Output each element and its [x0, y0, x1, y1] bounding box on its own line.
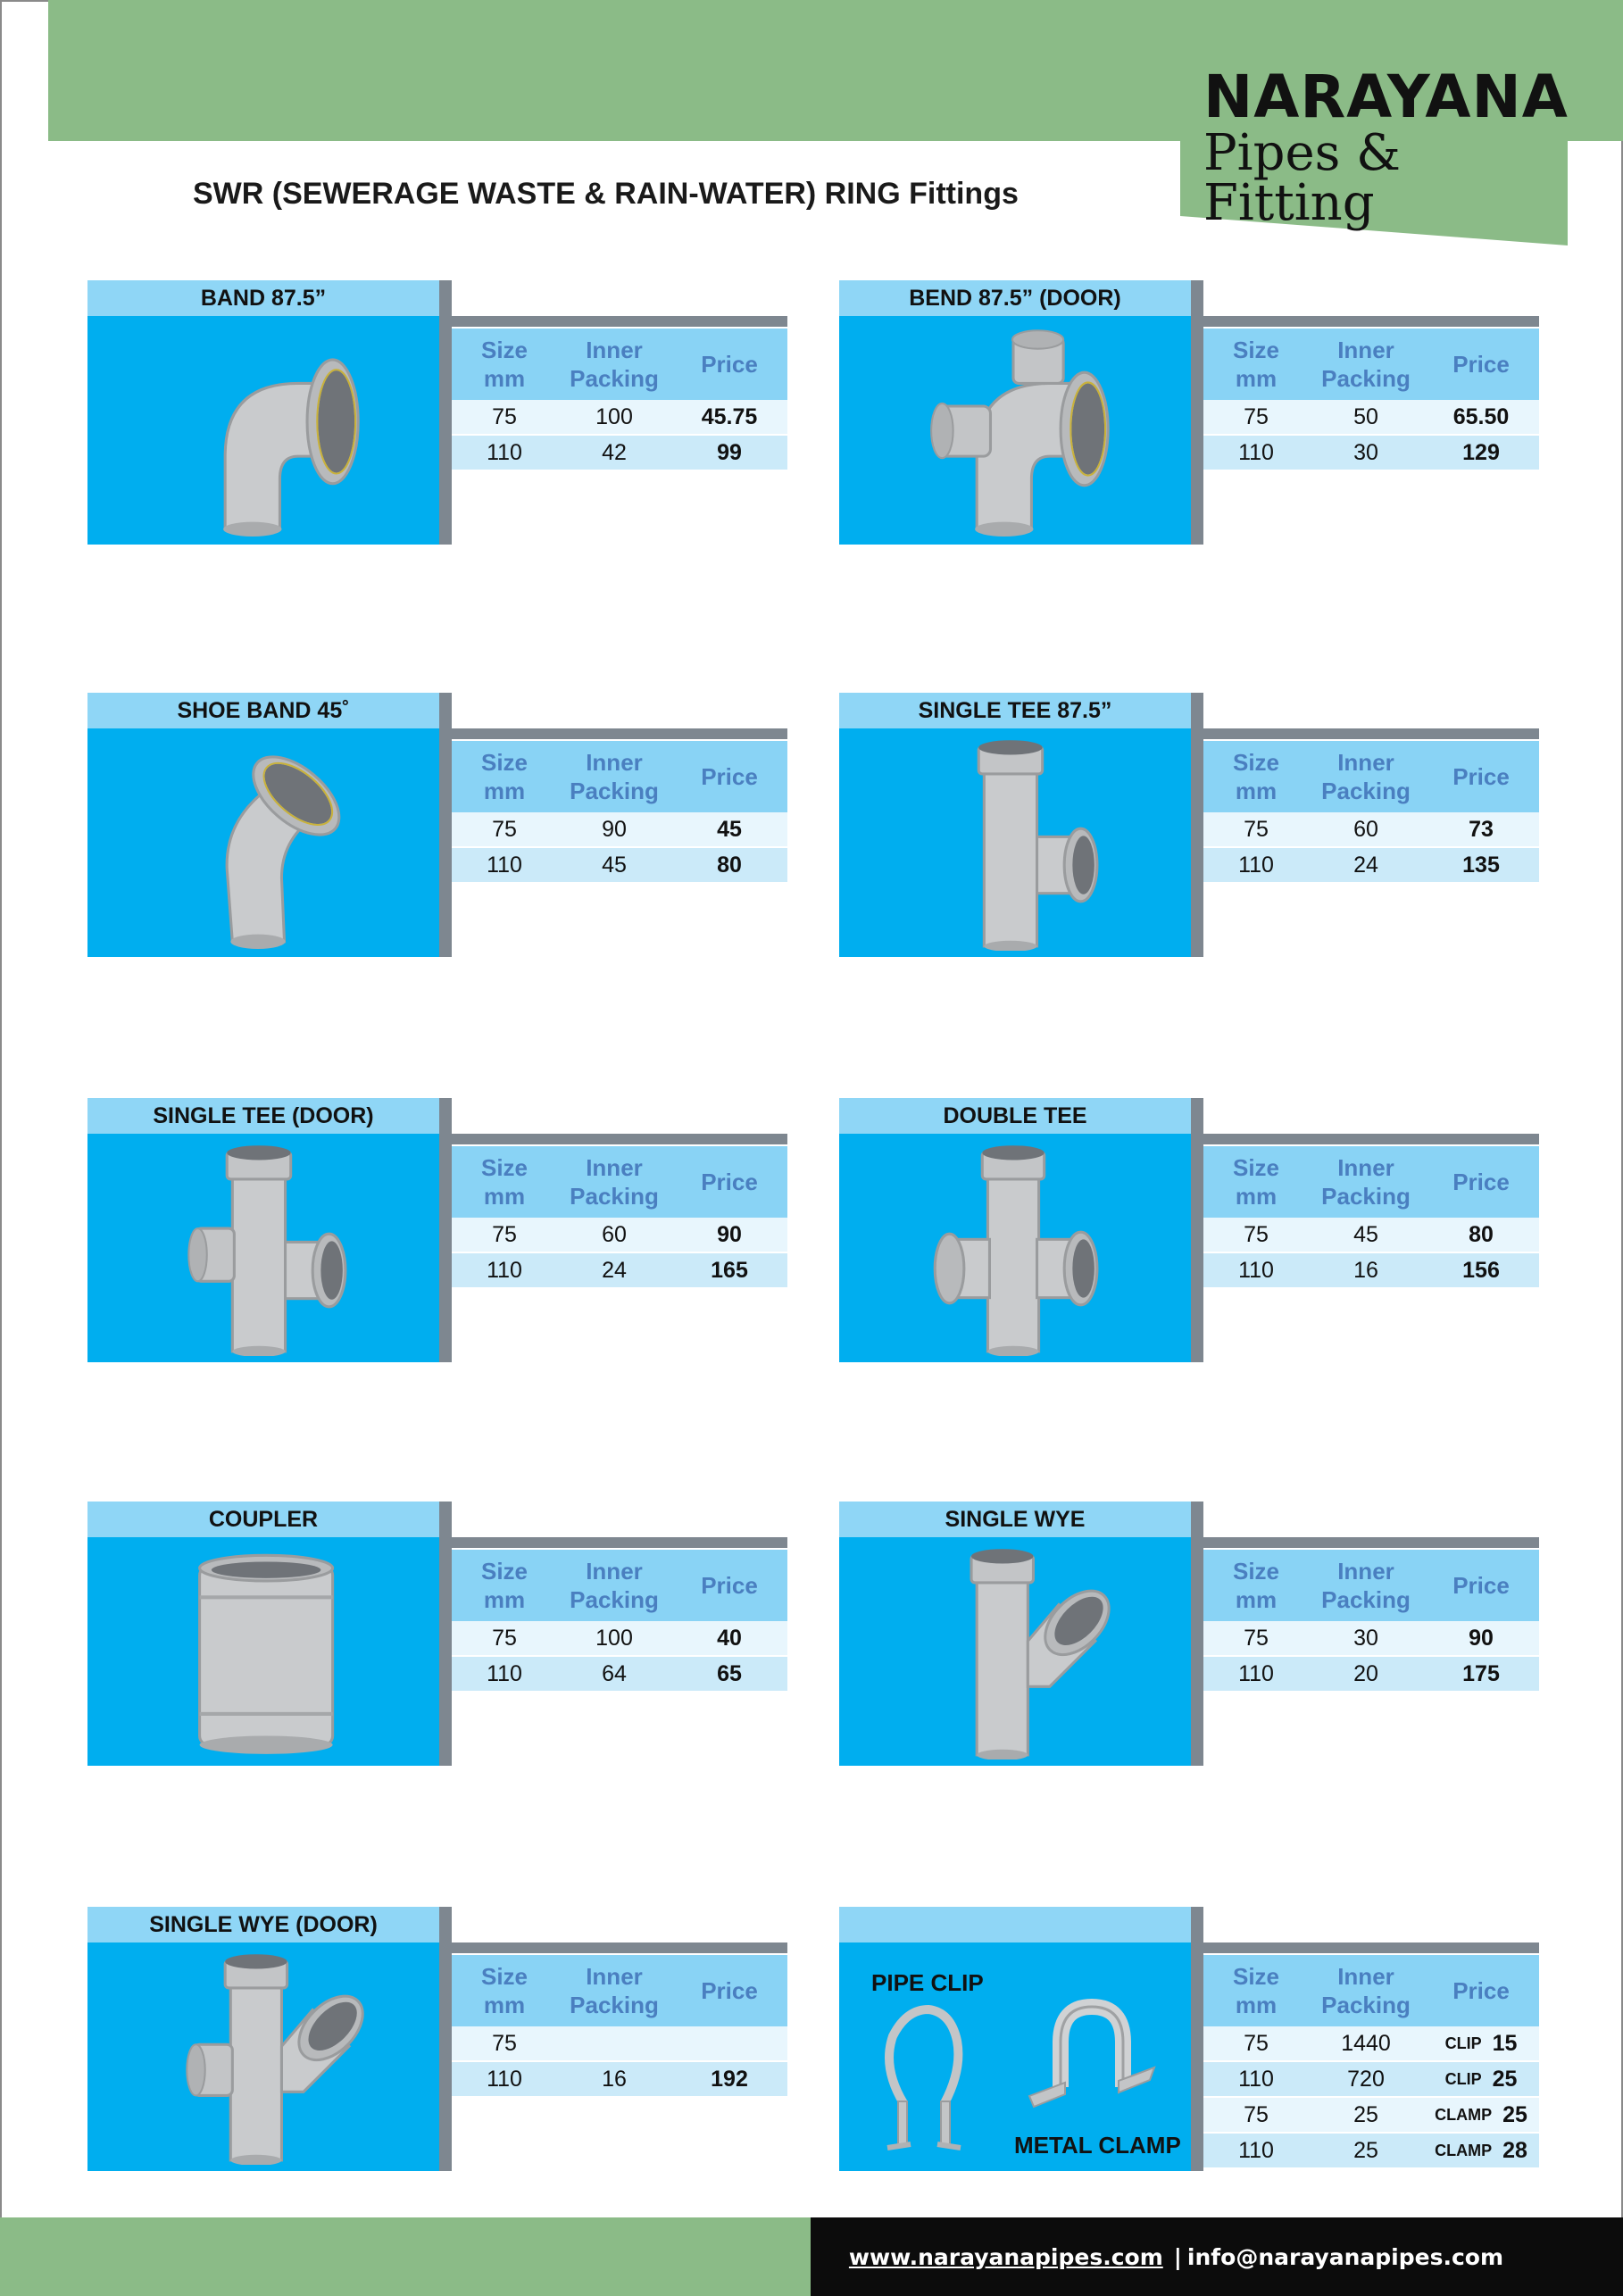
header-size-unit: mm [483, 1992, 526, 2018]
price-cell: 192 [711, 2066, 748, 2092]
price-table [452, 1134, 787, 1289]
product-name: SINGLE WYE [839, 1502, 1191, 1537]
table-row [1203, 848, 1539, 884]
product-name: SHOE BAND 45˚ [87, 693, 439, 728]
header-inner: Inner [586, 1962, 643, 1990]
packing-cell: 100 [595, 403, 633, 429]
brand-subtitle: Pipes & Fitting [1203, 124, 1401, 232]
type-tag: CLAMP [1435, 2105, 1493, 2124]
product-name: BEND 87.5” (DOOR) [839, 280, 1191, 316]
header-size: Size [1232, 1962, 1280, 1990]
product-card [87, 693, 452, 957]
product-card [839, 693, 1203, 957]
price-cell: 156 [1462, 1257, 1500, 1283]
price-table [452, 316, 787, 471]
packing-cell: 45 [1353, 1221, 1378, 1247]
header-inner: Inner [586, 1153, 643, 1181]
packing-cell: 25 [1353, 2101, 1378, 2127]
header-packing: Packing [1321, 365, 1411, 392]
price-table-header [452, 1955, 787, 2026]
pipe-clip-label: PIPE CLIP [871, 1969, 984, 1996]
price-cell: 175 [1462, 1660, 1500, 1686]
price-cell [671, 2026, 787, 2060]
price-cell: 45 [717, 816, 742, 842]
product-card [87, 1098, 452, 1362]
website-link[interactable]: www.narayanapipes.com [848, 2243, 1163, 2270]
price-cell: 90 [717, 1221, 742, 1247]
header-size: Size [480, 1557, 529, 1585]
footer-green-band [0, 2217, 811, 2296]
header-size-unit: mm [483, 365, 526, 392]
header-size-unit: mm [483, 778, 526, 804]
table-row [452, 1253, 787, 1289]
header-price: Price [701, 1168, 758, 1195]
price-cell: 65 [717, 1660, 742, 1686]
packing-cell: 16 [1353, 1257, 1378, 1283]
table-row [452, 400, 787, 436]
shoe-bend-icon [123, 732, 400, 951]
header-inner: Inner [1337, 1557, 1394, 1585]
table-row [1203, 1253, 1539, 1289]
product-name: SINGLE WYE (DOOR) [87, 1907, 439, 1942]
packing-cell: 20 [1353, 1660, 1378, 1686]
product-card [87, 1502, 452, 1766]
packing-cell: 24 [602, 1257, 627, 1283]
size-cell: 75 [1244, 2030, 1269, 2056]
product-card [839, 1502, 1203, 1766]
packing-cell [557, 2026, 671, 2060]
price-table-header [1203, 329, 1539, 400]
price-table-header [452, 1146, 787, 1218]
card-rail [1191, 1098, 1203, 1362]
price-table [1203, 1134, 1539, 1289]
header-price: Price [701, 350, 758, 378]
card-rail [439, 693, 452, 957]
price-table-header [452, 741, 787, 812]
packing-cell: 30 [1353, 439, 1378, 465]
packing-cell: 60 [602, 1221, 627, 1247]
size-cell: 110 [1238, 852, 1274, 878]
metal-clamp-label: METAL CLAMP [1014, 2132, 1181, 2159]
packing-cell: 24 [1353, 852, 1378, 878]
card-rail [439, 1502, 452, 1766]
card-rail [1191, 280, 1203, 545]
product-card [87, 1907, 452, 2171]
table-row [452, 2062, 787, 2098]
table-row [452, 1657, 787, 1693]
size-cell: 75 [492, 2030, 517, 2056]
table-row [1203, 2098, 1539, 2134]
header-size: Size [1232, 1557, 1280, 1585]
card-rail [439, 1098, 452, 1362]
header-size: Size [480, 336, 529, 363]
brand-name: NARAYANA [1203, 62, 1569, 131]
table-row [1203, 1621, 1539, 1657]
elbow-bend-icon [123, 320, 400, 538]
price-cell: 165 [711, 1257, 748, 1283]
product-name: DOUBLE TEE [839, 1098, 1191, 1134]
header-size: Size [480, 1962, 529, 1990]
header-packing: Packing [1321, 1586, 1411, 1613]
price-cell: 40 [717, 1625, 742, 1651]
price-table [1203, 1537, 1539, 1693]
product-name [839, 1907, 1191, 1942]
header-inner: Inner [586, 336, 643, 363]
card-rail [439, 280, 452, 545]
footer-separator: | [1173, 2243, 1182, 2270]
packing-cell: 64 [602, 1660, 627, 1686]
header-inner: Inner [586, 1557, 643, 1585]
table-row [1203, 812, 1539, 848]
email-link[interactable]: info@narayanapipes.com [1186, 2243, 1503, 2270]
table-row [1203, 2026, 1539, 2062]
header-price: Price [701, 762, 758, 790]
single-wye-door-icon [123, 1946, 400, 2165]
header-price: Price [1452, 762, 1510, 790]
packing-cell: 25 [1353, 2137, 1378, 2163]
table-row [452, 436, 787, 471]
table-row [452, 812, 787, 848]
size-cell: 75 [492, 403, 517, 429]
price-table-header [452, 1550, 787, 1621]
size-cell: 75 [492, 1625, 517, 1651]
card-rail [1191, 1502, 1203, 1766]
header-size: Size [1232, 336, 1280, 363]
packing-cell: 60 [1353, 816, 1378, 842]
packing-cell: 90 [602, 816, 627, 842]
table-row [452, 848, 787, 884]
price-table-header [1203, 1146, 1539, 1218]
size-cell: 110 [1238, 2066, 1274, 2092]
card-rail [1191, 1907, 1203, 2171]
price-table-header [452, 329, 787, 400]
table-row [1203, 400, 1539, 436]
header-packing: Packing [1321, 778, 1411, 804]
product-name: SINGLE TEE 87.5” [839, 693, 1191, 728]
product-name: SINGLE TEE (DOOR) [87, 1098, 439, 1134]
header-size-unit: mm [1235, 365, 1278, 392]
header-size-unit: mm [1235, 1183, 1278, 1210]
header-price: Price [701, 1571, 758, 1599]
product-name: BAND 87.5” [87, 280, 439, 316]
header-size-unit: mm [483, 1586, 526, 1613]
pipe-clip-icon [875, 1996, 973, 2157]
packing-cell: 45 [602, 852, 627, 878]
table-row [452, 1621, 787, 1657]
size-cell: 110 [487, 1660, 522, 1686]
size-cell: 75 [1244, 403, 1269, 429]
packing-cell: 16 [602, 2066, 627, 2092]
header-size-unit: mm [483, 1183, 526, 1210]
double-tee-icon [875, 1137, 1152, 1356]
price-cell: 15 [1492, 2030, 1518, 2056]
price-table [1203, 1942, 1539, 2169]
price-table [1203, 316, 1539, 471]
header-inner: Inner [1337, 1962, 1394, 1990]
header-packing: Packing [1321, 1992, 1411, 2018]
product-name: COUPLER [87, 1502, 439, 1537]
page-title: SWR (SEWERAGE WASTE & RAIN-WATER) RING Fittings [193, 177, 1019, 211]
type-tag: CLIP [1444, 2069, 1482, 2088]
metal-clamp-icon [1025, 1989, 1159, 2123]
price-cell: 80 [1469, 1221, 1494, 1247]
table-row [1203, 1218, 1539, 1253]
price-cell: 25 [1492, 2066, 1518, 2092]
price-cell: 135 [1462, 852, 1500, 878]
door-bend-icon [875, 320, 1152, 538]
price-table [452, 1537, 787, 1693]
card-rail [439, 1907, 452, 2171]
table-row [1203, 1657, 1539, 1693]
header-packing: Packing [570, 1586, 659, 1613]
type-tag: CLAMP [1435, 2141, 1493, 2159]
header-size-unit: mm [1235, 1992, 1278, 2018]
size-cell: 110 [487, 439, 522, 465]
size-cell: 75 [1244, 816, 1269, 842]
product-card [839, 280, 1203, 545]
header-price: Price [701, 1976, 758, 2004]
packing-cell: 1440 [1341, 2030, 1391, 2056]
price-table [452, 728, 787, 884]
packing-cell: 42 [602, 439, 627, 465]
table-row [1203, 2134, 1539, 2169]
product-card [87, 280, 452, 545]
header-price: Price [1452, 1168, 1510, 1195]
packing-cell: 100 [595, 1625, 633, 1651]
header-packing: Packing [570, 778, 659, 804]
size-cell: 75 [1244, 1221, 1269, 1247]
product-card [839, 1098, 1203, 1362]
header-size-unit: mm [1235, 1586, 1278, 1613]
price-cell: 28 [1502, 2137, 1527, 2163]
header-size: Size [1232, 1153, 1280, 1181]
price-cell: 90 [1469, 1625, 1494, 1651]
header-size: Size [480, 1153, 529, 1181]
packing-cell: 30 [1353, 1625, 1378, 1651]
size-cell: 110 [1238, 439, 1274, 465]
price-cell: 45.75 [701, 403, 758, 429]
price-cell: 65.50 [1452, 403, 1510, 429]
price-cell: 99 [717, 439, 742, 465]
header-size: Size [1232, 748, 1280, 776]
price-cell: 73 [1469, 816, 1494, 842]
type-tag: CLIP [1444, 2034, 1482, 2052]
header-packing: Packing [570, 1183, 659, 1210]
size-cell: 110 [487, 2066, 522, 2092]
coupler-icon [123, 1541, 400, 1759]
price-table [1203, 728, 1539, 884]
header-packing: Packing [1321, 1183, 1411, 1210]
price-cell: 129 [1462, 439, 1500, 465]
header-packing: Packing [570, 1992, 659, 2018]
price-table-header [1203, 1550, 1539, 1621]
single-tee-icon [875, 732, 1152, 951]
table-row [1203, 2062, 1539, 2098]
product-card [839, 1907, 1203, 2171]
price-cell: 25 [1502, 2101, 1527, 2127]
table-row [452, 1218, 787, 1253]
header-price: Price [1452, 1571, 1510, 1599]
size-cell: 110 [1238, 1660, 1274, 1686]
table-row [452, 2026, 787, 2062]
header-price: Price [1452, 350, 1510, 378]
size-cell: 75 [1244, 2101, 1269, 2127]
header-inner: Inner [1337, 336, 1394, 363]
card-rail [1191, 693, 1203, 957]
footer-contact-bar [811, 2217, 1623, 2296]
table-row [1203, 436, 1539, 471]
price-cell: 80 [717, 852, 742, 878]
header-packing: Packing [570, 365, 659, 392]
packing-cell: 50 [1353, 403, 1378, 429]
size-cell: 75 [492, 1221, 517, 1247]
single-wye-icon [875, 1541, 1152, 1759]
header-inner: Inner [586, 748, 643, 776]
size-cell: 110 [487, 1257, 522, 1283]
size-cell: 110 [487, 852, 522, 878]
size-cell: 75 [1244, 1625, 1269, 1651]
size-cell: 110 [1238, 2137, 1274, 2163]
header-inner: Inner [1337, 1153, 1394, 1181]
packing-cell: 720 [1347, 2066, 1385, 2092]
size-cell: 110 [1238, 1257, 1274, 1283]
header-inner: Inner [1337, 748, 1394, 776]
header-size-unit: mm [1235, 778, 1278, 804]
header-size: Size [480, 748, 529, 776]
single-tee-door-icon [123, 1137, 400, 1356]
price-table-header [1203, 1955, 1539, 2026]
price-table-header [1203, 741, 1539, 812]
size-cell: 75 [492, 816, 517, 842]
price-table [452, 1942, 787, 2098]
header-price: Price [1452, 1976, 1510, 2004]
